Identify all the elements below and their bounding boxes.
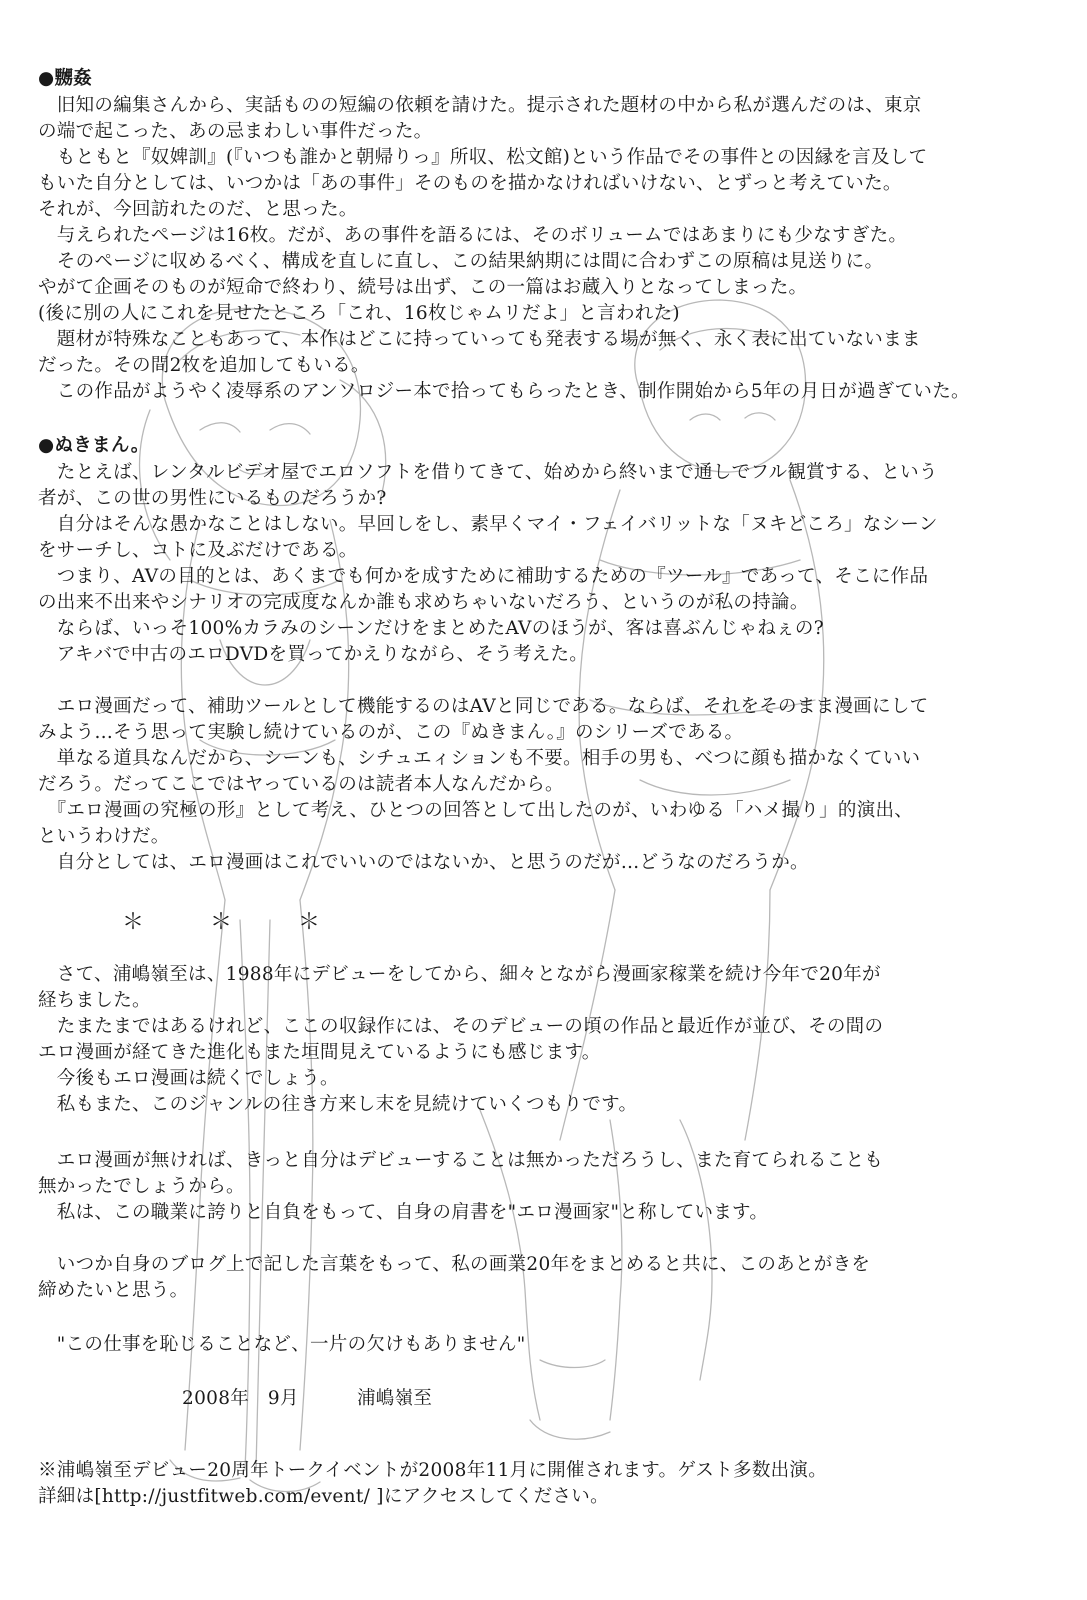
section2-line: というわけだ。 (38, 826, 170, 847)
section1-line: 与えられたページは16枚。だが、あの事件を語るには、そのボリュームではあまりにも少なすぎた。 (38, 225, 908, 246)
section1-line: そのページに収めるべく、構成を直しに直し、この結果納期には間に合わずこの原稿は見送りに。 (38, 251, 884, 272)
section1-line: 題材が特殊なこともあって、本作はどこに持っていっても発表する場が無く、永く表に出ていないまま (38, 329, 921, 350)
section2-line: 『エロ漫画の究極の形』として考え、ひとつの回答として出したのが、いわゆる「ハメ撮り」的演出、 (38, 800, 914, 821)
section3-line: エロ漫画が無ければ、きっと自分はデビューすることは無かっただろうし、また育てられることも (38, 1150, 884, 1171)
section3-line: いつか自身のブログ上で記した言葉をもって、私の画業20年をまとめると共に、このあとがきを (38, 1254, 871, 1275)
section3-line: たまたまではあるけれど、ここの収録作には、そのデビューの頃の作品と最近作が並び、その間の (38, 1016, 884, 1037)
closing-quote: "この仕事を恥じることなど、一片の欠けもありません" (38, 1334, 526, 1355)
section1-line: の端で起こった、あの忌まわしい事件だった。 (38, 121, 433, 142)
section2-line: 自分としては、エロ漫画はこれでいいのではないか、と思うのだが…どうなのだろうか。 (38, 852, 809, 873)
section2-line: の出来不出来やシナリオの完成度なんか誰も求めちゃいないだろう、というのが私の持論。 (38, 592, 809, 613)
section1-line: だった。その間2枚を追加してもいる。 (38, 355, 370, 376)
section2-line: をサーチし、コトに及ぶだけである。 (38, 540, 358, 561)
section3-line: 締めたいと思う。 (38, 1280, 189, 1301)
section1-line: もともと『奴婢訓』(『いつも誰かと朝帰りっ』所収、松文館)という作品でその事件との因縁を言及して (38, 147, 928, 168)
section3-line: さて、浦嶋嶺至は、1988年にデビューをしてから、細々とながら漫画家稼業を続け今年で20年が (38, 964, 881, 985)
section1-line: もいた自分としては、いつかは「あの事件」そのものを描かなければいけない、とずっと考えていた。 (38, 173, 902, 194)
signature-author: 浦嶋嶺至 (357, 1388, 433, 1409)
section2-line: アキバで中古のエロDVDを買ってかえりながら、そう考えた。 (38, 644, 589, 665)
event-notice-url-line: 詳細は[http://justfitweb.com/event/ ]にアクセスしてください。 (38, 1486, 609, 1507)
section3-line: 私もまた、このジャンルの往き方来し末を見続けていくつもりです。 (38, 1094, 638, 1115)
signature-date: 2008年 9月 (182, 1388, 299, 1409)
section-heading-1: ●嬲姦 (38, 68, 93, 89)
section3-line: エロ漫画が経てきた進化もまた垣間見えているようにも感じます。 (38, 1042, 601, 1063)
section-separator: ＊ ＊ ＊ (122, 910, 321, 935)
section3-line: 今後もエロ漫画は続くでしょう。 (38, 1068, 339, 1089)
section3-line: 私は、この職業に誇りと自負をもって、自身の肩書を"エロ漫画家"と称しています。 (38, 1202, 769, 1223)
section-heading-2: ●ぬきまん。 (38, 435, 150, 456)
section3-line: 無かったでしょうから。 (38, 1176, 245, 1197)
section2-line: たとえば、レンタルビデオ屋でエロソフトを借りてきて、始めから終いまで通しでフル観賞する、という (38, 462, 938, 483)
section2-line: 単なる道具なんだから、シーンも、シチュエィションも不要。相手の男も、べつに顔も描かなくていい (38, 748, 921, 769)
section3-line: 経ちました。 (38, 990, 151, 1011)
section1-line: やがて企画そのものが短命で終わり、続号は出ず、この一篇はお蔵入りとなってしまった。 (38, 277, 808, 298)
section2-line: つまり、AVの目的とは、あくまでも何かを成すために補助するための『ツール』であって、そこに作品 (38, 566, 929, 587)
section1-line: (後に別の人にこれを見せたところ「これ、16枚じゃムリだよ」と言われた) (38, 303, 680, 324)
section2-line: ならば、いっそ100%カラみのシーンだけをまとめたAVのほうが、客は喜ぶんじゃねぇの? (38, 618, 824, 639)
event-notice-line: ※浦嶋嶺至デビュー20周年トークイベントが2008年11月に開催されます。ゲスト多数出演。 (38, 1460, 828, 1481)
section1-line: それが、今回訪れたのだ、と思った。 (38, 199, 358, 220)
section1-line: 旧知の編集さんから、実話ものの短編の依頼を請けた。提示された題材の中から私が選んだのは、東京 (38, 95, 922, 116)
section2-line: みよう…そう思って実験し続けているのが、この『ぬきまん。』のシリーズである。 (38, 722, 744, 743)
section2-line: 自分はそんな愚かなことはしない。早回しをし、素早くマイ・フェイバリットな「ヌキどころ」なシーン (38, 514, 938, 535)
section2-line: 者が、この世の男性にいるものだろうか? (38, 488, 387, 509)
section1-line: この作品がようやく凌辱系のアンソロジー本で拾ってもらったとき、制作開始から5年の月日が過ぎていた。 (38, 381, 970, 402)
section2-line: エロ漫画だって、補助ツールとして機能するのはAVと同じである。ならば、それをそのまま漫画にして (38, 696, 929, 717)
section2-line: だろう。だってここではヤっているのは読者本人なんだから。 (38, 774, 564, 795)
